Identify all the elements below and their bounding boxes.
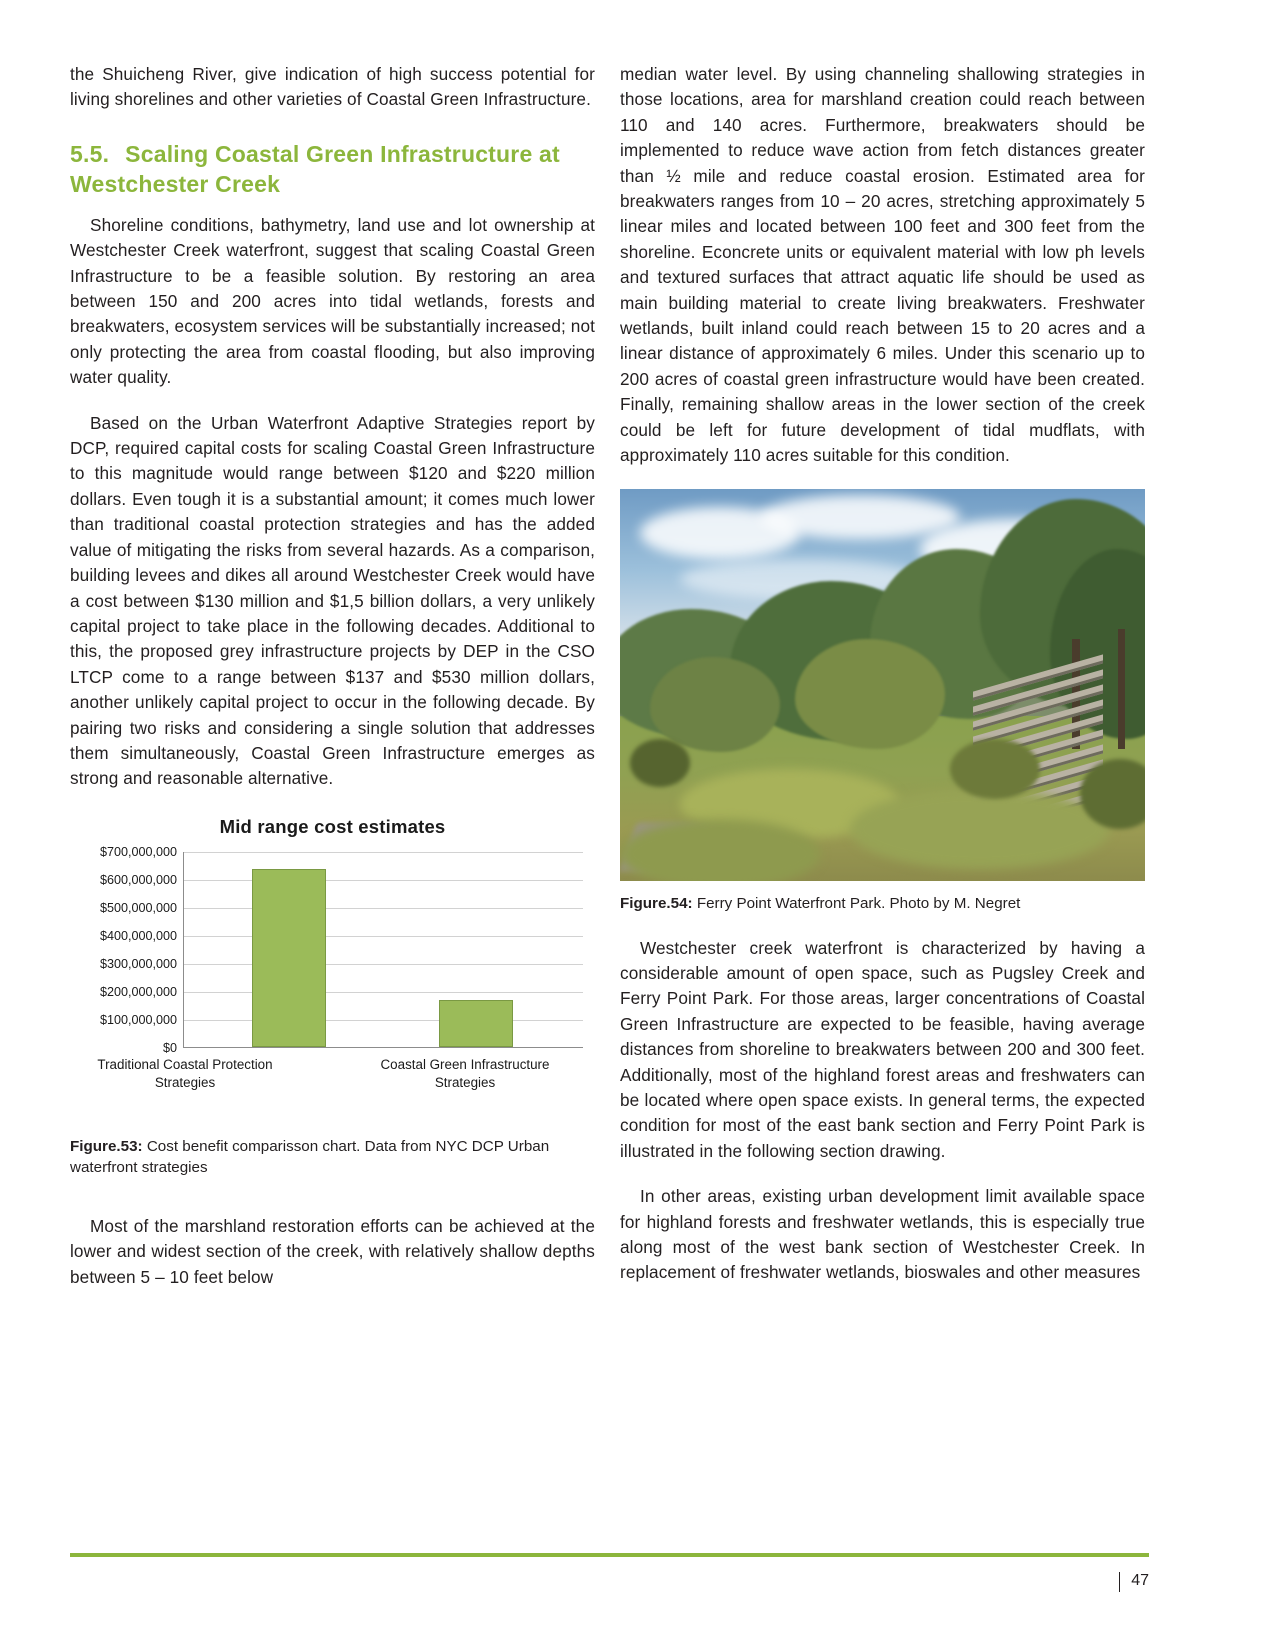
chart-xtick-label: Coastal Green Infrastructure Strategies	[380, 1056, 550, 1090]
chart-title: Mid range cost estimates	[219, 815, 446, 837]
chart-ytick-label: $300,000,000	[99, 956, 177, 971]
paragraph-2: Westchester creek waterfront is characterized by having a considerable amount of open space, such as Pugsley Creek and Ferry Point Park. For those areas, larger concentrations of Coastal Green Infrastructure are expected to be feasible, having average distances from shoreline to breakwaters between 200 and 300 feet. Additionally, most of the highland forest areas and freshwaters can be located where open space exists. In general terms, the expected condition for most of the east bank section and Ferry Point Park is illustrated in the following section drawing.	[620, 937, 1145, 1161]
section-title: Scaling Coastal Green Infrastructure at Westchester Creek	[70, 140, 560, 197]
footer-divider	[1119, 1572, 1120, 1592]
cloud-shape	[760, 495, 960, 539]
tree-shape	[795, 639, 945, 749]
chart-xtick-label: Traditional Coastal Protection Strategies	[97, 1056, 273, 1090]
chart-gridline	[184, 992, 583, 993]
chart-bar	[252, 869, 326, 1047]
chart-ytick-label: $100,000,000	[99, 1012, 177, 1027]
chart-gridline	[184, 964, 583, 965]
paragraph-2: Based on the Urban Waterfront Adaptive Strategies report by DCP, required capital costs for scaling Coastal Green Infrastructure to this magnitude would range between $120 and $220 million dollars. Even tough it is a substantial amount; it comes much lower than traditional coastal protection strategies and has the added value of mitigating the risks from several hazards. As a comparison, building levees and dikes all around Westchester Creek would have a cost between $130 million and $1,5 billion dollars, a very unlikely capital project to take place in the following decades. Additional to this, the proposed grey infrastructure projects by DEP in the CSO LTCP come to a range between $137 and $530 million dollars, another unlikely capital project to occur in the following decade. By pairing two risks and considering a single solution that addresses them simultaneously, Coastal Green Infrastructure emerges as strong and reasonable alternative.	[70, 412, 595, 789]
chart-ytick-label: $700,000,000	[99, 844, 177, 859]
chart-ytick-label: $500,000,000	[99, 900, 177, 915]
chart-plot-area	[183, 852, 583, 1048]
figure-54-caption-label: Figure.54:	[620, 894, 693, 912]
chart-bar	[439, 1000, 513, 1047]
paragraph-1: Shoreline conditions, bathymetry, land use and lot ownership at Westchester Creek waterfront, suggest that scaling Coastal Green Infrastructure to be a feasible solution. By restoring an area between 150 and 200 acres into tidal wetlands, forests and breakwaters, ecosystem services will be substantially increased; not only protecting the area from coastal flooding, but also improving water quality.	[70, 214, 595, 388]
figure-53-caption	[70, 1136, 595, 1178]
paragraph-3: Most of the marshland restoration efforts can be achieved at the lower and widest section of the creek, with relatively shallow depths between 5 – 10 feet below	[70, 1215, 595, 1287]
figure-54-caption-text: Ferry Point Waterfront Park. Photo by M. Negret	[692, 894, 1021, 912]
figure-53-caption-label: Figure.53:	[70, 1137, 143, 1155]
grass-patch	[850, 789, 1110, 869]
paragraph-3: In other areas, existing urban development limit available space for highland forests and freshwater wetlands, this is especially true along most of the west bank section of Westchester Creek. In replacement of freshwater wetlands, bioswales and other measures	[620, 1186, 1145, 1283]
footer-accent-bar	[70, 1553, 1149, 1557]
chart-ytick-label: $200,000,000	[99, 984, 177, 999]
paragraph-continuation: the Shuicheng River, give indication of high success potential for living shorelines and other varieties of Coastal Green Infrastructure.	[70, 64, 595, 110]
tree-shape	[650, 657, 780, 752]
figure-53-chart	[70, 816, 595, 1124]
page-number: 47	[1131, 1572, 1149, 1589]
figure-54-caption	[620, 893, 1145, 914]
chart-gridline	[184, 1020, 583, 1021]
chart-ytick-label: $600,000,000	[99, 872, 177, 887]
section-heading	[70, 139, 595, 199]
left-column	[70, 62, 595, 1310]
chart-ytick-label: $400,000,000	[99, 928, 177, 943]
chart-gridline	[184, 880, 583, 881]
paragraph-1: median water level. By using channeling shallowing strategies in those locations, area for marshland creation could reach between 110 and 140 acres. Furthermore, breakwaters should be implemented to reduce wave action from fetch distances greater than ½ mile and reduce coastal erosion. Estimated area for breakwaters ranges from 10 – 20 acres, stretching approximately 5 linear miles and located between 100 feet and 300 feet from the shoreline. Econcrete units or equivalent material with low ph levels and textured surfaces that attract aquatic life should be used as main building material to create living breakwaters. Freshwater wetlands, built inland could reach between 15 to 20 acres and a linear distance of approximately 6 miles. Under this scenario up to 200 acres of coastal green infrastructure would have been created. Finally, remaining shallow areas in the lower section of the creek could be left for future development of tidal mudflats, with approximately 110 acres suitable for this condition.	[620, 64, 1145, 466]
chart-gridline	[184, 936, 583, 937]
chart-gridline	[184, 852, 583, 853]
shrub-shape	[950, 739, 1040, 799]
chart-ytick-label: $0	[162, 1040, 177, 1055]
chart-gridline	[184, 908, 583, 909]
figure-53-caption-text: Cost benefit comparisson chart. Data from NYC DCP Urban waterfront strategies	[70, 1137, 550, 1176]
tree-trunk	[1118, 629, 1125, 749]
right-column	[620, 62, 1145, 1306]
shrub-shape	[630, 739, 690, 787]
section-number: 5.5.	[70, 140, 110, 167]
figure-54-photo	[620, 489, 1145, 881]
